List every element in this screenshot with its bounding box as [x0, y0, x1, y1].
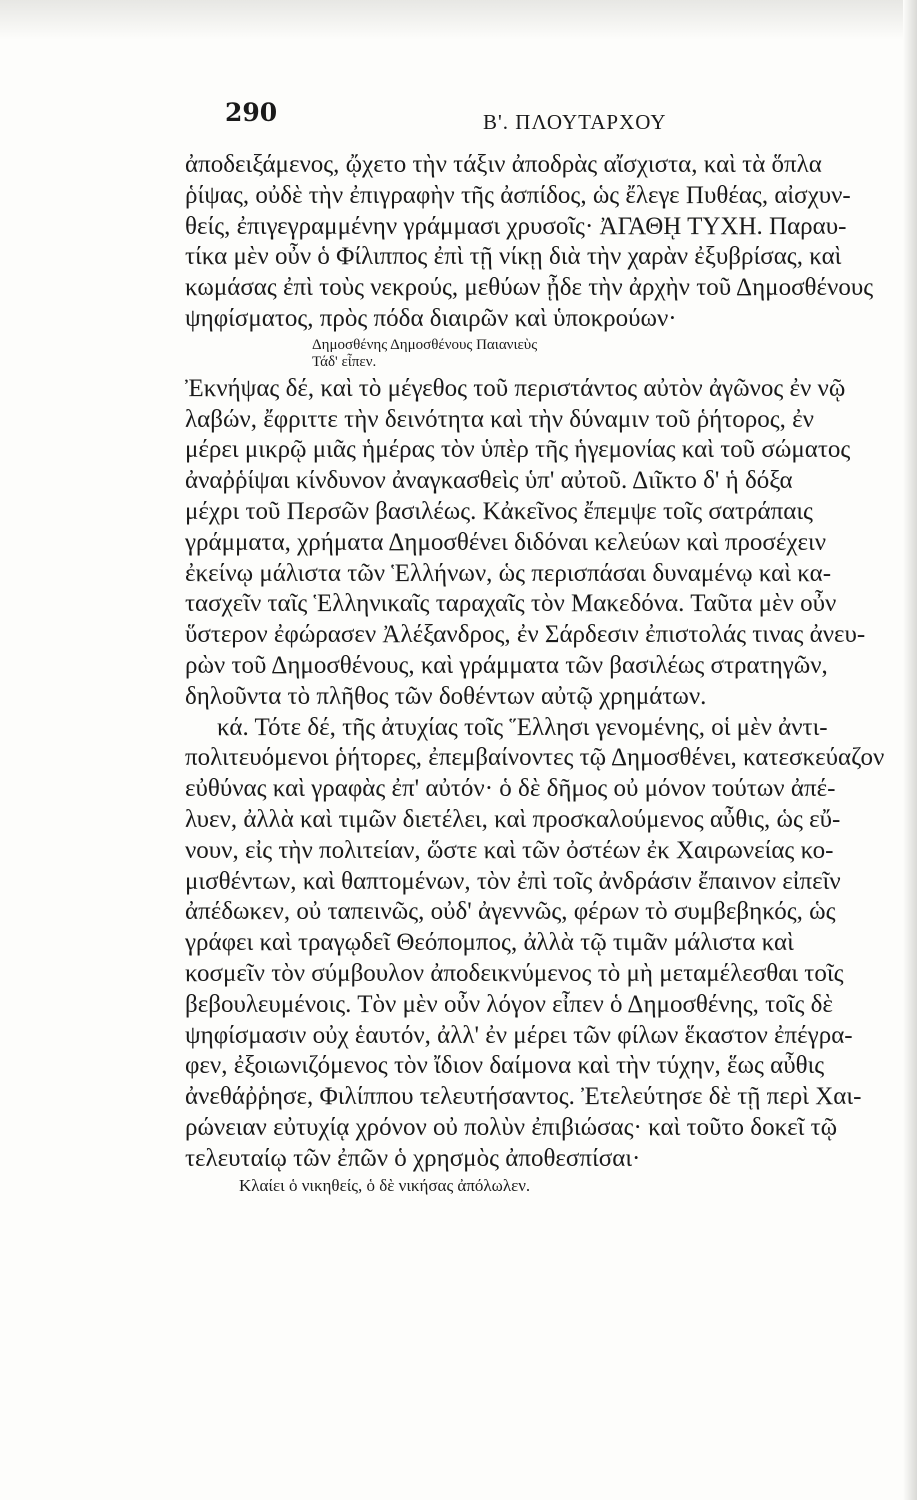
quoted-decree — [312, 337, 907, 371]
text-line: νουν, εἰς τὴν πολιτείαν, ὥστε καὶ τῶν ὀστέων ἐκ Χαιρωνείας κο- — [185, 836, 834, 864]
text-line: ρὼν τοῦ Δημοσθένους, καὶ γράμματα τῶν βασιλέως στρατηγῶν, — [185, 651, 828, 679]
text-line: λαβών, ἔφριττε τὴν δεινότητα καὶ τὴν δύναμιν τοῦ ῥήτορος, ἐν — [185, 405, 814, 433]
text-line: δηλοῦντα τὸ πλῆθος τῶν δοθέντων αὐτῷ χρημάτων. — [185, 682, 707, 710]
running-title: Β'. ΠΛΟΥΤΑΡΧΟΥ — [483, 110, 667, 134]
text-line: μέρει μικρῷ μιᾶς ἡμέρας τὸν ὑπὲρ τῆς ἡγεμονίας καὶ τοῦ σώματος — [185, 436, 851, 464]
text-line: θείς, ἐπιγεγραμμένην γράμμασι χρυσοῖς· ἈΓΑΘῌ ΤΥΧΗ. Παραυ- — [185, 212, 847, 240]
text-line: βεβουλευμένοις. Τὸν μὲν οὖν λόγον εἶπεν ὁ Δημοσθένης, τοῖς δὲ — [185, 990, 833, 1018]
page-header — [225, 98, 885, 138]
text-line: κωμάσας ἐπὶ τοὺς νεκρούς, μεθύων ᾖδε τὴν ἀρχὴν τοῦ Δημοσθένους — [185, 274, 874, 302]
text-line: ἀνεθάῤῥησε, Φιλίππου τελευτήσαντος. Ἐτελεύτησε δὲ τῇ περὶ Χαι- — [185, 1083, 862, 1111]
text-line: γράφει καὶ τραγῳδεῖ Θεόπομπος, ἀλλὰ τῷ τιμᾶν μάλιστα καὶ — [185, 929, 794, 957]
quote-line: Δημοσθένης Δημοσθένους Παιανιεὺς — [312, 336, 538, 353]
text-line: Ἐκνήψας δέ, καὶ τὸ μέγεθος τοῦ περιστάντος αὐτὸν ἀγῶνος ἐν νῷ — [185, 374, 846, 402]
quote-line: Τάδ' εἶπεν. — [312, 353, 377, 370]
text-line: ἀποδειξάμενος, ᾤχετο τὴν τάξιν ἀποδρὰς αἴσχιστα, καὶ τὰ ὅπλα — [185, 151, 822, 178]
text-line: τελευταίῳ τῶν ἐπῶν ὁ χρησμὸς ἀποθεσπίσαι· — [185, 1144, 641, 1172]
page-number: 290 — [225, 98, 278, 127]
text-line: ἐκείνῳ μάλιστα τῶν Ἑλλήνων, ὡς περισπάσαι δυναμένῳ καὶ κα- — [185, 559, 832, 587]
paragraph-1 — [185, 150, 907, 335]
text-line: εὐθύνας καὶ γραφὰς ἐπ' αὐτόν· ὁ δὲ δῆμος οὐ μόνον τούτων ἀπέ- — [185, 775, 836, 803]
text-line: ψηφίσματος, πρὸς πόδα διαιρῶν καὶ ὑποκρούων· — [185, 304, 677, 332]
text-line: φεν, ἐξοιωνιζόμενος τὸν ἴδιον δαίμονα καὶ τὴν τύχην, ἕως αὖθις — [185, 1052, 825, 1080]
page-top-shadow — [0, 0, 917, 40]
text-line: κοσμεῖν τὸν σύμβουλον ἀποδεικνύμενος τὸ μὴ μεταμέλεσθαι τοῖς — [185, 959, 844, 987]
text-line: ῥίψας, οὐδὲ τὴν ἐπιγραφὴν τῆς ἀσπίδος, ὡς ἔλεγε Πυθέας, αἰσχυν- — [185, 181, 851, 209]
text-line: ἀναῤῥίψαι κίνδυνον ἀναγκασθεὶς ὑπ' αὐτοῦ. Διῖκτο δ' ἡ δόξα — [185, 467, 793, 495]
closing-oracle-line: Κλαίει ὁ νικηθείς, ὁ δὲ νικήσας ἀπόλωλεν. — [239, 1175, 531, 1195]
paragraph-3 — [185, 713, 907, 1175]
text-line: πολιτευόμενοι ῥήτορες, ἐπεμβαίνοντες τῷ Δημοσθένει, κατεσκεύαζον — [185, 744, 885, 772]
text-line: ρώνειαν εὐτυχίᾳ χρόνον οὐ πολὺν ἐπιβιώσας· καὶ τοῦτο δοκεῖ τῷ — [185, 1113, 838, 1141]
text-line: τίκα μὲν οὖν ὁ Φίλιππος ἐπὶ τῇ νίκῃ διὰ τὴν χαρὰν ἐξυβρίσας, καὶ — [185, 243, 842, 271]
text-line: ἀπέδωκεν, οὐ ταπεινῶς, οὐδ' ἀγεννῶς, φέρων τὸ συμβεβηκός, ὡς — [185, 898, 836, 926]
text-line: μισθέντων, καὶ θαπτομένων, τὸν ἐπὶ τοῖς ἀνδράσιν ἔπαινον εἰπεῖν — [185, 867, 841, 895]
text-line: τασχεῖν ταῖς Ἑλληνικαῖς ταραχαῖς τὸν Μακεδόνα. Ταῦτα μὲν οὖν — [185, 590, 837, 618]
paragraph-2 — [185, 374, 907, 713]
text-line: μέχρι τοῦ Περσῶν βασιλέως. Κἀκεῖνος ἔπεμψε τοῖς σατράπαις — [185, 497, 813, 525]
body-text — [185, 150, 907, 1197]
text-line: γράμματα, χρήματα Δημοσθένει διδόναι κελεύων καὶ προσέχειν — [185, 528, 827, 556]
text-line: λυεν, ἀλλὰ καὶ τιμῶν διετέλει, καὶ προσκαλούμενος αὖθις, ὡς εὔ- — [185, 805, 841, 833]
text-line: ψηφίσμασιν οὐχ ἑαυτόν, ἀλλ' ἐν μέρει τῶν φίλων ἕκαστον ἐπέγρα- — [185, 1021, 853, 1049]
text-line: κά. Τότε δέ, τῆς ἀτυχίας τοῖς Ἕλλησι γενομένης, οἱ μὲν ἀντι- — [217, 713, 828, 741]
text-line: ὕστερον ἐφώρασεν Ἀλέξανδρος, ἐν Σάρδεσιν ἐπιστολάς τινας ἀνευ- — [185, 621, 866, 649]
